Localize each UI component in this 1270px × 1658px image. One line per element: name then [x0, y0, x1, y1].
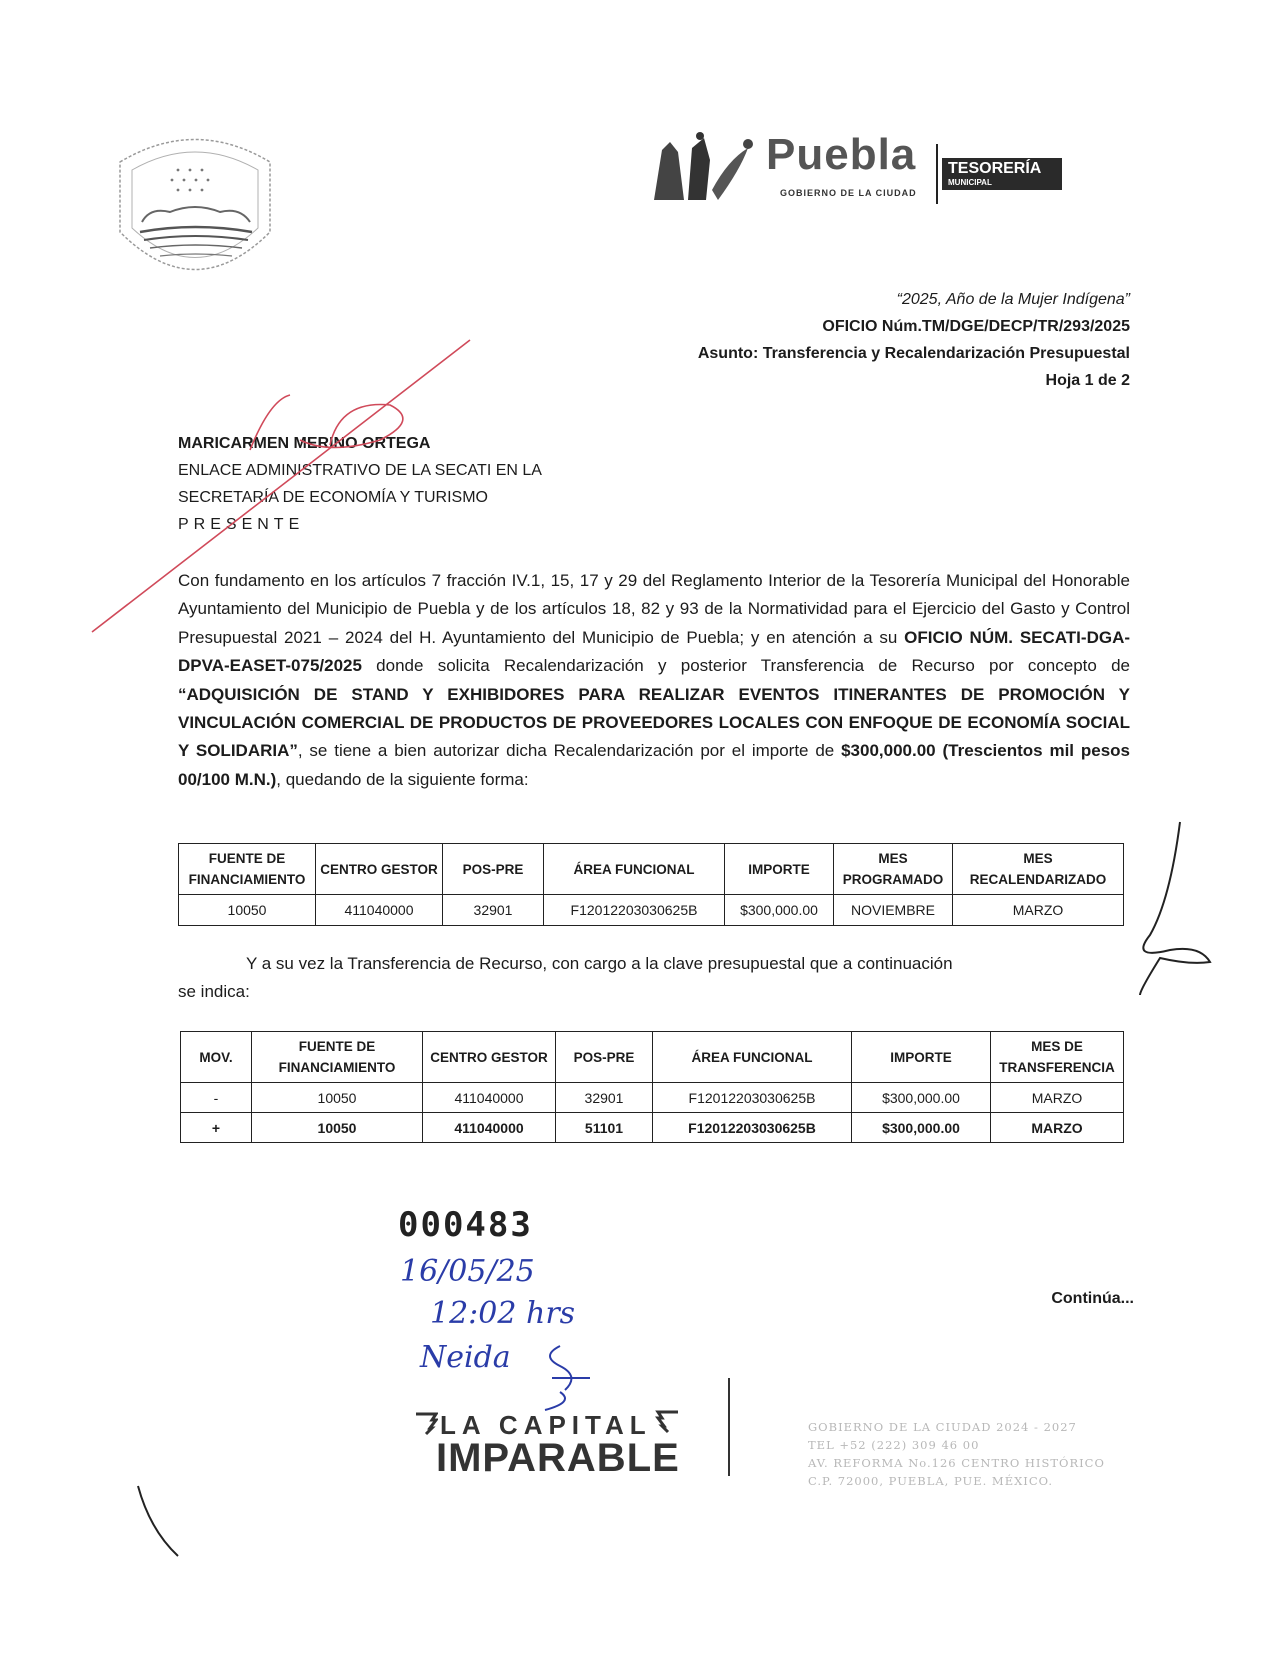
footer-address [808, 1418, 1105, 1490]
recipient-title-2: SECRETARÍA DE ECONOMÍA Y TURISMO [178, 489, 488, 506]
table-cell: 32901 [443, 895, 544, 926]
table-header-row [181, 1032, 1124, 1083]
logo-subtitle: GOBIERNO DE LA CIUDAD [780, 188, 917, 198]
table-row [181, 1083, 1124, 1113]
table-cell: 411040000 [423, 1113, 556, 1143]
badge-subtitle: MUNICIPAL [948, 178, 992, 187]
table-header: MOV. [181, 1032, 252, 1083]
table-header: ÁREA FUNCIONAL [544, 844, 725, 895]
recipient-name: MARICARMEN MERINO ORTEGA [178, 435, 431, 452]
p1-oficio-ref: OFICIO NÚM. SECATI-DGA-DPVA-EASET-075/2025 [178, 627, 1131, 676]
table-cell: 10050 [179, 895, 316, 926]
footer-line: C.P. 72000, PUEBLA, PUE. MÉXICO. [808, 1474, 1054, 1488]
bottom-stroke [138, 1486, 178, 1556]
p2-line-2: se indica: [178, 982, 250, 1002]
table-header: ÁREA FUNCIONAL [653, 1032, 852, 1083]
table-header: MES PROGRAMADO [834, 844, 953, 895]
blue-signature [545, 1346, 590, 1410]
logo-divider [936, 144, 938, 204]
table-row [181, 1113, 1124, 1143]
municipal-seal-icon [110, 122, 280, 292]
transfer-table [180, 1031, 1124, 1143]
right-wing-icon [654, 1408, 680, 1434]
reception-stamp-number: 000483 [398, 1205, 533, 1245]
table-header: MES RECALENDARIZADO [953, 844, 1124, 895]
left-wing-icon [414, 1410, 438, 1436]
slogan-line-1: LA CAPITAL [440, 1410, 652, 1440]
year-motto: “2025, Año de la Mujer Indígena” [896, 291, 1130, 308]
footer-line: TEL +52 (222) 309 46 00 [808, 1438, 980, 1452]
table-cell: MARZO [953, 895, 1124, 926]
continues-label: Continúa... [1051, 1290, 1134, 1307]
document-header [698, 286, 1130, 394]
reception-time: 12:02 hrs [430, 1296, 576, 1331]
footer-line: GOBIERNO DE LA CIUDAD 2024 - 2027 [808, 1420, 1077, 1434]
table-header: FUENTE DE FINANCIAMIENTO [252, 1032, 423, 1083]
received-by: Neida [420, 1340, 511, 1375]
table-cell: 32901 [556, 1083, 653, 1113]
table-cell: - [181, 1083, 252, 1113]
slogan-line-2: IMPARABLE [436, 1436, 680, 1480]
table-header-row [179, 844, 1124, 895]
table-header: POS-PRE [443, 844, 544, 895]
logo-city-name: Puebla [766, 130, 917, 179]
main-paragraph [178, 567, 1130, 794]
table-cell: F12012203030625B [653, 1113, 852, 1143]
initials-signature [1140, 822, 1210, 995]
table-cell: $300,000.00 [852, 1113, 991, 1143]
table-header: POS-PRE [556, 1032, 653, 1083]
footer-divider [728, 1378, 730, 1476]
puebla-emblem-icon [648, 130, 763, 210]
table-cell: 10050 [252, 1113, 423, 1143]
p1-concept: “ADQUISICIÓN DE STAND Y EXHIBIDORES PARA REALIZAR EVENTOS ITINERANTES DE PROMOCIÓN Y VINCULACIÓN COMERCIAL DE PRODUCTOS DE PROVEEDORES LOCALES CON ENFOQUE DE ECONOMÍA SOCIAL Y SOLIDARIA” [178, 684, 1130, 761]
table-header: MES DE TRANSFERENCIA [991, 1032, 1124, 1083]
table-cell: 411040000 [316, 895, 443, 926]
p1-text-c: donde solicita Recalendarización y posterior Transferencia de Recurso por concepto de [361, 656, 1130, 676]
footer-line: AV. REFORMA No.126 CENTRO HISTÓRICO [808, 1456, 1105, 1470]
puebla-tesoreria-logo [648, 130, 1068, 210]
table-cell: MARZO [991, 1113, 1124, 1143]
table-cell: 10050 [252, 1083, 423, 1113]
table-cell: + [181, 1113, 252, 1143]
page-indicator: Hoja 1 de 2 [1045, 372, 1130, 389]
table-cell: $300,000.00 [725, 895, 834, 926]
badge-title: TESORERÍA [948, 160, 1042, 177]
p1-amount: $300,000.00 (Trescientos mil pesos 00/100 M.N.) [178, 741, 1130, 789]
tesoreria-badge [942, 158, 1062, 190]
table-cell: 411040000 [423, 1083, 556, 1113]
table-header: CENTRO GESTOR [316, 844, 443, 895]
p2-line-1: Y a su vez la Transferencia de Recurso, con cargo a la clave presupuestal que a continuación [246, 954, 953, 973]
table-cell: $300,000.00 [852, 1083, 991, 1113]
table-cell: NOVIEMBRE [834, 895, 953, 926]
p1-text-g: , quedando de la siguiente forma: [276, 769, 529, 789]
table-cell: 51101 [556, 1113, 653, 1143]
table-header: IMPORTE [725, 844, 834, 895]
table-cell: MARZO [991, 1083, 1124, 1113]
transfer-paragraph [178, 950, 1130, 1007]
table-cell: F12012203030625B [544, 895, 725, 926]
table-row [179, 895, 1124, 926]
table-header: FUENTE DE FINANCIAMIENTO [179, 844, 316, 895]
p1-text-e: , se tiene a bien autorizar dicha Recalendarización por el importe de [297, 741, 842, 761]
subject-line: Asunto: Transferencia y Recalendarización Presupuestal [697, 345, 1130, 362]
p1-text-a: Con fundamento en los artículos 7 fracción IV.1, 15, 17 y 29 del Reglamento Interior de la Tesorería Municipal del Honorable Ayuntamiento del Municipio de Puebla y de los artículos 18, 82 y 93 de la Normatividad para el Ejercicio del Gasto y Control Presupuestal 2021 – 2024 del H. Ayuntamiento del Municipio de Puebla; y en atención a su [178, 571, 1130, 647]
recipient-title-1: ENLACE ADMINISTRATIVO DE LA SECATI EN LA [178, 462, 542, 479]
oficio-number: OFICIO Núm.TM/DGE/DECP/TR/293/2025 [822, 318, 1130, 335]
recalendarization-table [178, 843, 1124, 926]
presente-label: PRESENTE [178, 516, 305, 533]
reception-date: 16/05/25 [400, 1254, 535, 1289]
table-cell: F12012203030625B [653, 1083, 852, 1113]
recipient-block [178, 430, 542, 538]
table-header: IMPORTE [852, 1032, 991, 1083]
table-header: CENTRO GESTOR [423, 1032, 556, 1083]
